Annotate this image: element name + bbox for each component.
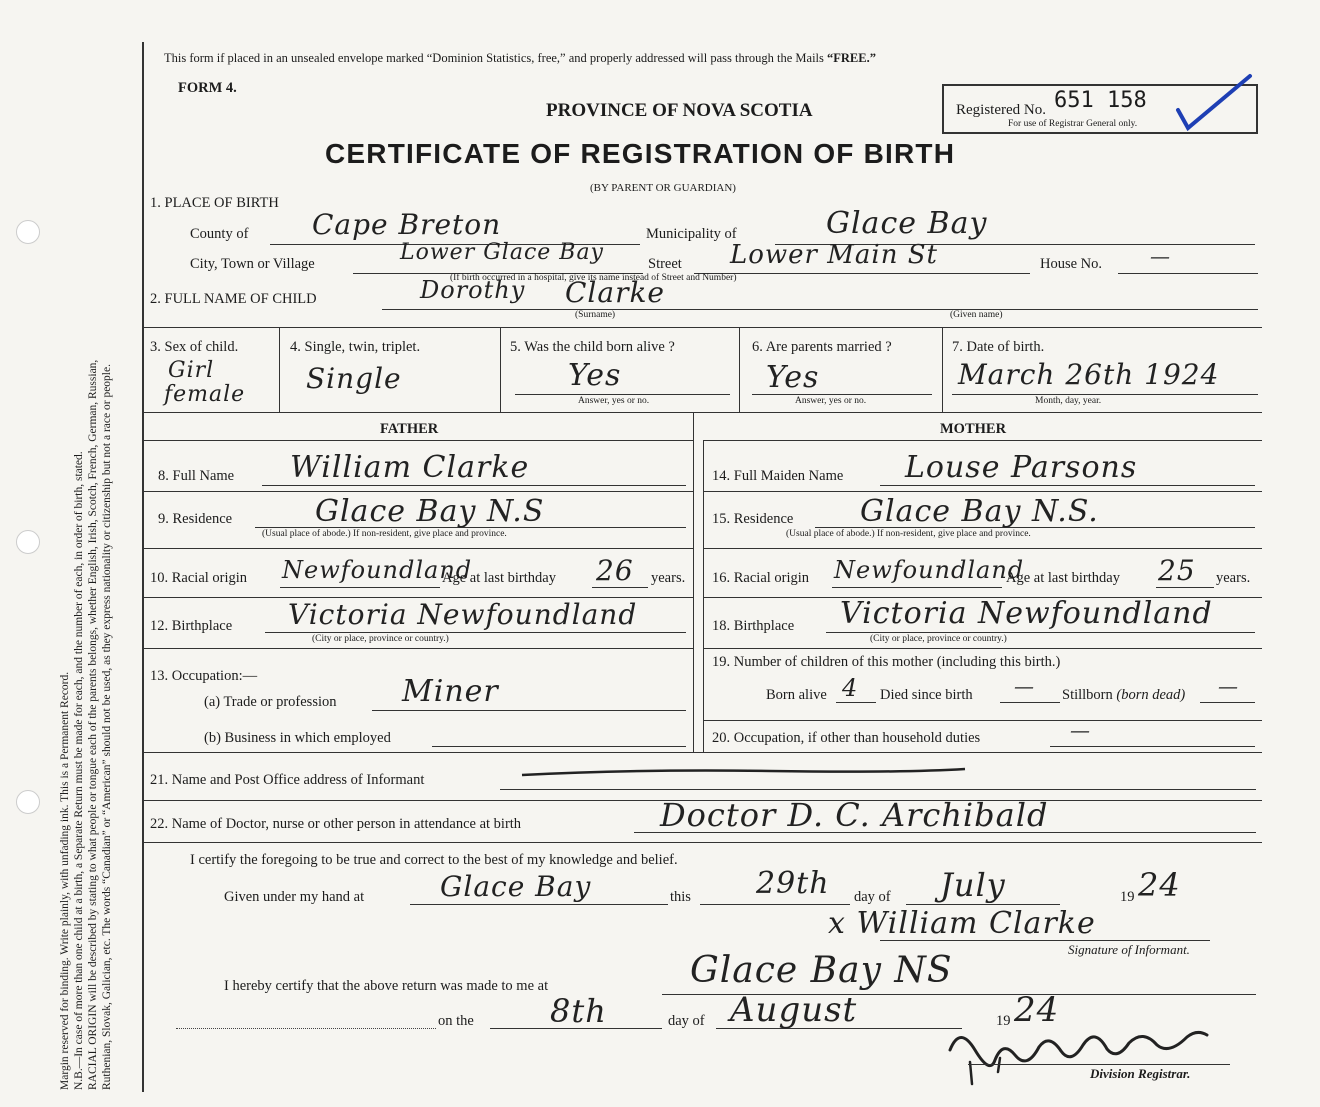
registrar-place-value: Glace Bay NS — [690, 950, 953, 991]
trade-line — [372, 710, 686, 711]
this-label: this — [670, 889, 691, 905]
informant-signature: x William Clarke — [828, 906, 1096, 941]
checkmark-icon — [1170, 70, 1260, 140]
divider-certification-top — [142, 842, 1262, 843]
mother-heading: MOTHER — [940, 421, 1007, 437]
house-line — [1118, 273, 1258, 274]
father-sep-3 — [142, 548, 693, 549]
sex-label: 3. Sex of child. — [150, 339, 239, 355]
father-racial-line — [280, 587, 440, 588]
year-prefix: 19 — [1120, 889, 1135, 905]
day-of-label: day of — [854, 889, 891, 905]
father-birthplace-label: 12. Birthplace — [150, 618, 233, 634]
page-title: CERTIFICATE OF REGISTRATION OF BIRTH — [325, 138, 956, 169]
born-alive-count-value: 4 — [842, 674, 859, 702]
mother-occupation-value: — — [1070, 718, 1091, 742]
father-heading: FATHER — [380, 421, 439, 437]
mother-sep-6 — [703, 720, 1262, 721]
street-value: Lower Main St — [730, 240, 938, 270]
binding-hole-bottom — [16, 790, 40, 814]
city-label: City, Town or Village — [190, 256, 315, 272]
margin-note-2: N.B.—In case of more than one child at a birth, a Separate Return must be made for each, and the number of each, in order of birth, stated. — [73, 451, 85, 1090]
born-alive-value: Yes — [568, 358, 622, 393]
month-line — [906, 904, 1060, 905]
municipality-label: Municipality of — [646, 226, 737, 242]
informant-dash-scribble — [520, 763, 970, 783]
reg-year-value: 24 — [1014, 990, 1060, 1030]
born-alive-caption: Answer, yes or no. — [578, 396, 650, 406]
divider-informant-top — [142, 752, 1262, 753]
county-label: County of — [190, 226, 249, 242]
trade-label: (a) Trade or profession — [204, 694, 337, 710]
stillborn-line — [1200, 702, 1255, 703]
dob-value: March 26th 1924 — [958, 358, 1220, 391]
father-name-value: William Clarke — [290, 450, 530, 485]
year-value: 24 — [1138, 866, 1181, 904]
city-value: Lower Glace Bay — [400, 240, 604, 265]
father-name-label: 8. Full Name — [158, 468, 235, 484]
binding-hole-middle — [16, 530, 40, 554]
mother-birthplace-label: 18. Birthplace — [712, 618, 795, 634]
father-residence-caption: (Usual place of abode.) If non-resident, give place and province. — [262, 529, 507, 539]
father-years-label: years. — [651, 570, 686, 586]
doctor-label: 22. Name of Doctor, nurse or other person in attendance at birth — [150, 816, 522, 832]
parents-married-value: Yes — [766, 360, 820, 395]
mother-occupation-line — [1050, 746, 1255, 747]
mother-occupation-label: 20. Occupation, if other than household duties — [712, 730, 981, 746]
father-sep-5 — [142, 648, 693, 649]
child-name-label: 2. FULL NAME OF CHILD — [150, 291, 317, 307]
father-residence-label: 9. Residence — [158, 511, 233, 527]
stillborn-label — [1062, 687, 1185, 704]
father-sep-1 — [142, 440, 693, 441]
stillborn-value: — — [1218, 674, 1239, 698]
plurality-label: 4. Single, twin, triplet. — [290, 339, 421, 355]
house-value: — — [1150, 244, 1171, 268]
divider-row3-col2 — [500, 327, 501, 412]
mother-age-label: Age at last birthday — [1006, 570, 1120, 586]
given-caption: (Given name) — [950, 310, 1003, 320]
registrar-statement: I hereby certify that the above return was made to me at — [224, 978, 549, 994]
born-alive-count-line — [836, 702, 876, 703]
surname-caption: (Surname) — [575, 310, 616, 320]
father-racial-label: 10. Racial origin — [150, 570, 248, 586]
parents-married-label: 6. Are parents married ? — [752, 339, 892, 355]
mother-sep-5 — [703, 648, 1262, 649]
mother-sep-2 — [703, 491, 1262, 492]
street-line — [694, 273, 1030, 274]
father-racial-value: Newfoundland — [282, 556, 473, 584]
margin-notes — [58, 360, 114, 1090]
born-alive-line — [515, 394, 730, 395]
margin-note-4: Ruthenian, Slovak, Galician, etc. The words “Canadian” or “American” should not be used, as they express nationality or citizenship but not a race or people. — [101, 364, 113, 1090]
municipality-value: Glace Bay — [826, 206, 988, 241]
margin-note-1: Margin reserved for binding. Write plainly, with unfading ink. This is a Permanent Record. — [59, 671, 71, 1090]
dob-caption: Month, day, year. — [1035, 396, 1102, 406]
child-given-value: Dorothy — [420, 276, 526, 304]
divider-row3-top — [142, 327, 1262, 328]
registrar-caption: Division Registrar. — [1090, 1066, 1191, 1081]
hospital-note: (If birth occurred in a hospital, give its name instead of Street and Number) — [450, 273, 737, 283]
mother-residence-caption: (Usual place of abode.) If non-resident, give place and province. — [786, 529, 1031, 539]
house-label: House No. — [1040, 256, 1103, 272]
died-line — [1000, 702, 1060, 703]
mother-name-value: Louse Parsons — [905, 450, 1138, 485]
parents-married-caption: Answer, yes or no. — [795, 396, 867, 406]
died-value: — — [1014, 674, 1035, 698]
stillborn-text: Stillborn — [1062, 687, 1113, 703]
mother-age-value: 25 — [1158, 554, 1196, 587]
business-label: (b) Business in which employed — [204, 730, 391, 746]
mother-racial-line — [832, 587, 1002, 588]
reg-day-of-label: day of — [668, 1013, 705, 1029]
father-age-line — [592, 587, 648, 588]
form-number: FORM 4. — [178, 80, 237, 96]
mother-birthplace-caption: (City or place, province or country.) — [870, 634, 1007, 644]
mother-birthplace-line — [826, 632, 1255, 633]
county-value: Cape Breton — [312, 208, 502, 241]
month-value: July — [940, 866, 1006, 904]
doctor-value: Doctor D. C. Archibald — [660, 796, 1049, 834]
informant-signature-line — [880, 940, 1210, 941]
mother-sep-3 — [703, 548, 1262, 549]
child-name-line — [382, 309, 1258, 310]
day-line — [700, 904, 850, 905]
trade-value: Miner — [402, 674, 499, 709]
mother-name-label: 14. Full Maiden Name — [712, 468, 844, 484]
stillborn-note: (born dead) — [1116, 687, 1186, 703]
mother-age-line — [1156, 587, 1214, 588]
given-place-line — [410, 904, 668, 905]
registered-number: 651 158 — [1054, 88, 1147, 113]
father-occupation-label: 13. Occupation:— — [150, 668, 258, 684]
father-age-label: Age at last birthday — [442, 570, 556, 586]
place-of-birth-label: 1. PLACE OF BIRTH — [150, 195, 279, 211]
mother-sep-1 — [703, 440, 1262, 441]
dob-label: 7. Date of birth. — [952, 339, 1045, 355]
street-label: Street — [648, 256, 682, 272]
given-place-value: Glace Bay — [440, 870, 592, 903]
registrar-signature-line — [968, 1064, 1230, 1065]
father-age-value: 26 — [596, 554, 634, 587]
mother-children-label: 19. Number of children of this mother (including this birth.) — [712, 654, 1061, 670]
divider-parents-top — [142, 412, 1262, 413]
on-the-label: on the — [438, 1013, 474, 1029]
father-birthplace-caption: (City or place, province or country.) — [312, 634, 449, 644]
registrar-dotted-line — [176, 1028, 436, 1029]
reg-year-prefix: 19 — [996, 1013, 1011, 1029]
mother-racial-label: 16. Racial origin — [712, 570, 810, 586]
mother-residence-value: Glace Bay N.S. — [860, 494, 1099, 529]
divider-parents-right — [703, 440, 704, 752]
father-name-line — [262, 485, 686, 486]
sex-value-1: Girl — [168, 358, 215, 383]
mail-notice-free: “FREE.” — [827, 51, 876, 65]
mail-notice — [164, 51, 876, 66]
margin-note-3: RACIAL ORIGIN will be described by stating to what people or tongue each of the parents belongs, whether English, Irish, Scotch, French, German, Russian, — [87, 359, 99, 1090]
business-line — [432, 746, 686, 747]
died-label: Died since birth — [880, 687, 973, 703]
province-heading: PROVINCE OF NOVA SCOTIA — [546, 100, 813, 121]
born-alive-label: 5. Was the child born alive ? — [510, 339, 675, 355]
given-under-hand-label: Given under my hand at — [224, 889, 365, 905]
informant-label: 21. Name and Post Office address of Informant — [150, 772, 425, 788]
mother-racial-value: Newfoundland — [834, 556, 1025, 584]
father-residence-value: Glace Bay N.S — [315, 494, 545, 529]
reg-month-value: August — [730, 990, 858, 1030]
father-sep-2 — [142, 491, 693, 492]
born-alive-count-label: Born alive — [766, 687, 827, 703]
sex-value-2: female — [164, 382, 246, 407]
dob-line — [952, 394, 1258, 395]
divider-row3-col4 — [942, 327, 943, 412]
divider-parents-left — [693, 412, 694, 752]
plurality-value: Single — [306, 362, 402, 395]
mother-years-label: years. — [1216, 570, 1251, 586]
divider-row3-col3 — [739, 327, 740, 412]
registered-note: For use of Registrar General only. — [1008, 119, 1138, 129]
mail-notice-text: This form if placed in an unsealed envelope marked “Dominion Statistics, free,” and properly addressed will pass through the Mails — [164, 51, 824, 65]
reg-day-value: 8th — [550, 992, 607, 1030]
form-left-border — [142, 42, 144, 1092]
binding-hole-top — [16, 220, 40, 244]
page-subtitle: (BY PARENT OR GUARDIAN) — [590, 182, 736, 194]
mother-birthplace-value: Victoria Newfoundland — [840, 596, 1213, 631]
certification-statement: I certify the foregoing to be true and correct to the best of my knowledge and belief. — [190, 852, 678, 868]
divider-row3-col1 — [279, 327, 280, 412]
mother-name-line — [880, 485, 1255, 486]
father-birthplace-line — [265, 632, 686, 633]
child-surname-value: Clarke — [565, 276, 665, 309]
father-birthplace-value: Victoria Newfoundland — [288, 598, 638, 631]
informant-line — [500, 789, 1256, 790]
mother-residence-label: 15. Residence — [712, 511, 794, 527]
informant-signature-caption: Signature of Informant. — [1068, 942, 1190, 957]
day-value: 29th — [756, 866, 830, 901]
registered-label: Registered No. — [956, 102, 1046, 118]
